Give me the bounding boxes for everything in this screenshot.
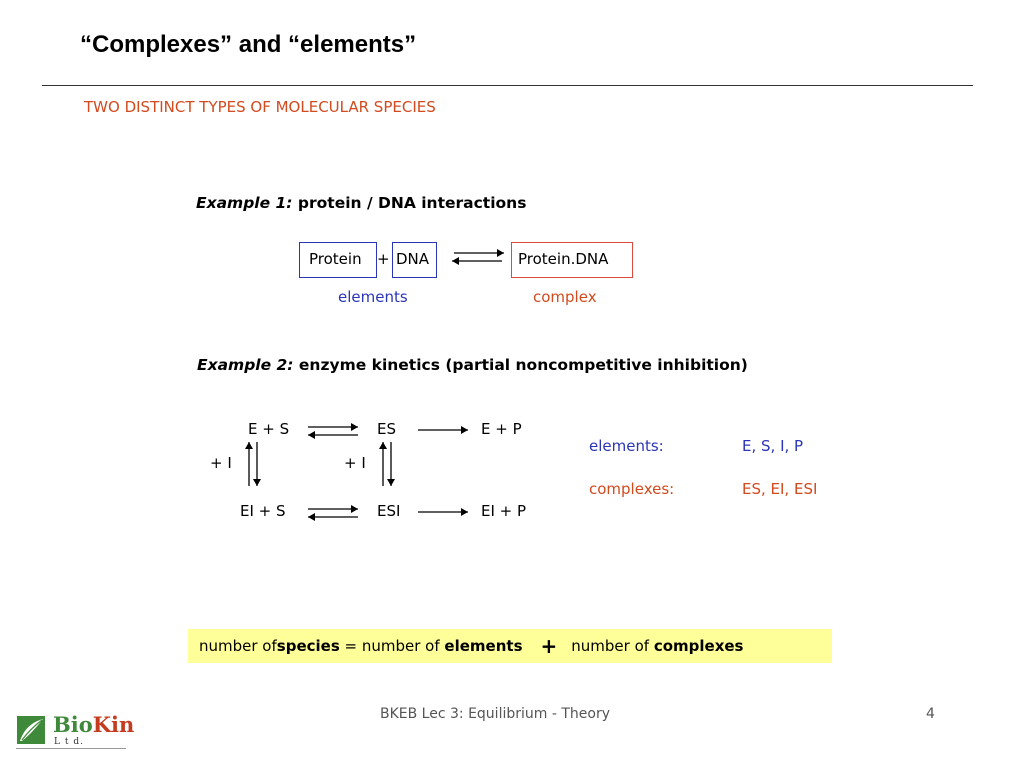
- species-e-plus-p: E + P: [481, 420, 522, 438]
- formula-species: species: [276, 637, 340, 655]
- example2-heading: [197, 356, 748, 374]
- formula-plus: +: [540, 634, 558, 658]
- species-es: ES: [377, 420, 396, 438]
- example1-heading: [196, 194, 526, 212]
- example2-description: enzyme kinetics (partial noncompetitive inhibition): [298, 356, 748, 374]
- formula-complexes: complexes: [653, 637, 744, 655]
- example1-label: Example 1:: [196, 194, 293, 212]
- example1-description: protein / DNA interactions: [297, 194, 527, 212]
- formula-elements: elements: [444, 637, 523, 655]
- elements-value: E, S, I, P: [742, 437, 804, 455]
- footer-course: BKEB Lec 3: Equilibrium - Theory: [380, 706, 610, 722]
- formula-text-2: = number of: [339, 637, 445, 655]
- formula-text-1: number of: [199, 637, 277, 655]
- elements-key: elements:: [589, 437, 664, 455]
- species-ei-plus-s: EI + S: [240, 502, 286, 520]
- species-esi: ESI: [377, 502, 401, 520]
- title-divider: [42, 85, 973, 86]
- elements-label: elements: [338, 288, 408, 306]
- leaf-icon: [16, 715, 46, 745]
- formula-text-3: number of: [571, 637, 654, 655]
- logo-bio: Bio: [53, 712, 93, 737]
- plus-sign: +: [377, 250, 390, 268]
- forward-arrow-ei-plus-p: [416, 505, 472, 519]
- equilibrium-arrow-1: [448, 246, 508, 268]
- species-formula: [188, 629, 832, 663]
- logo-kin: Kin: [92, 712, 135, 737]
- inhibitor-right-label: + I: [344, 454, 366, 472]
- logo-underline: [16, 748, 126, 749]
- species-ei-plus-p: EI + P: [481, 502, 527, 520]
- example2-label: Example 2:: [197, 356, 294, 374]
- slide-subtitle: TWO DISTINCT TYPES OF MOLECULAR SPECIES: [84, 98, 436, 116]
- biokin-logo: [16, 712, 135, 749]
- species-e-plus-s: E + S: [248, 420, 290, 438]
- equilibrium-arrow-es: [304, 421, 362, 441]
- vertical-equilibrium-arrow-left: [242, 438, 264, 490]
- dna-text: DNA: [396, 250, 430, 268]
- complexes-key: complexes:: [589, 480, 675, 498]
- forward-arrow-e-plus-p: [416, 423, 472, 437]
- page-number: 4: [926, 706, 935, 722]
- protein-text: Protein: [309, 250, 362, 268]
- slide-title: “Complexes” and “elements”: [80, 31, 417, 58]
- complex-label: complex: [533, 288, 597, 306]
- equilibrium-arrow-esi: [304, 503, 362, 523]
- complexes-value: ES, EI, ESI: [742, 480, 818, 498]
- logo-suffix: L t d.: [54, 737, 84, 747]
- vertical-equilibrium-arrow-right: [376, 438, 398, 490]
- inhibitor-left-label: + I: [210, 454, 232, 472]
- logo-wordmark: [53, 713, 134, 737]
- complex-text: Protein.DNA: [518, 250, 609, 268]
